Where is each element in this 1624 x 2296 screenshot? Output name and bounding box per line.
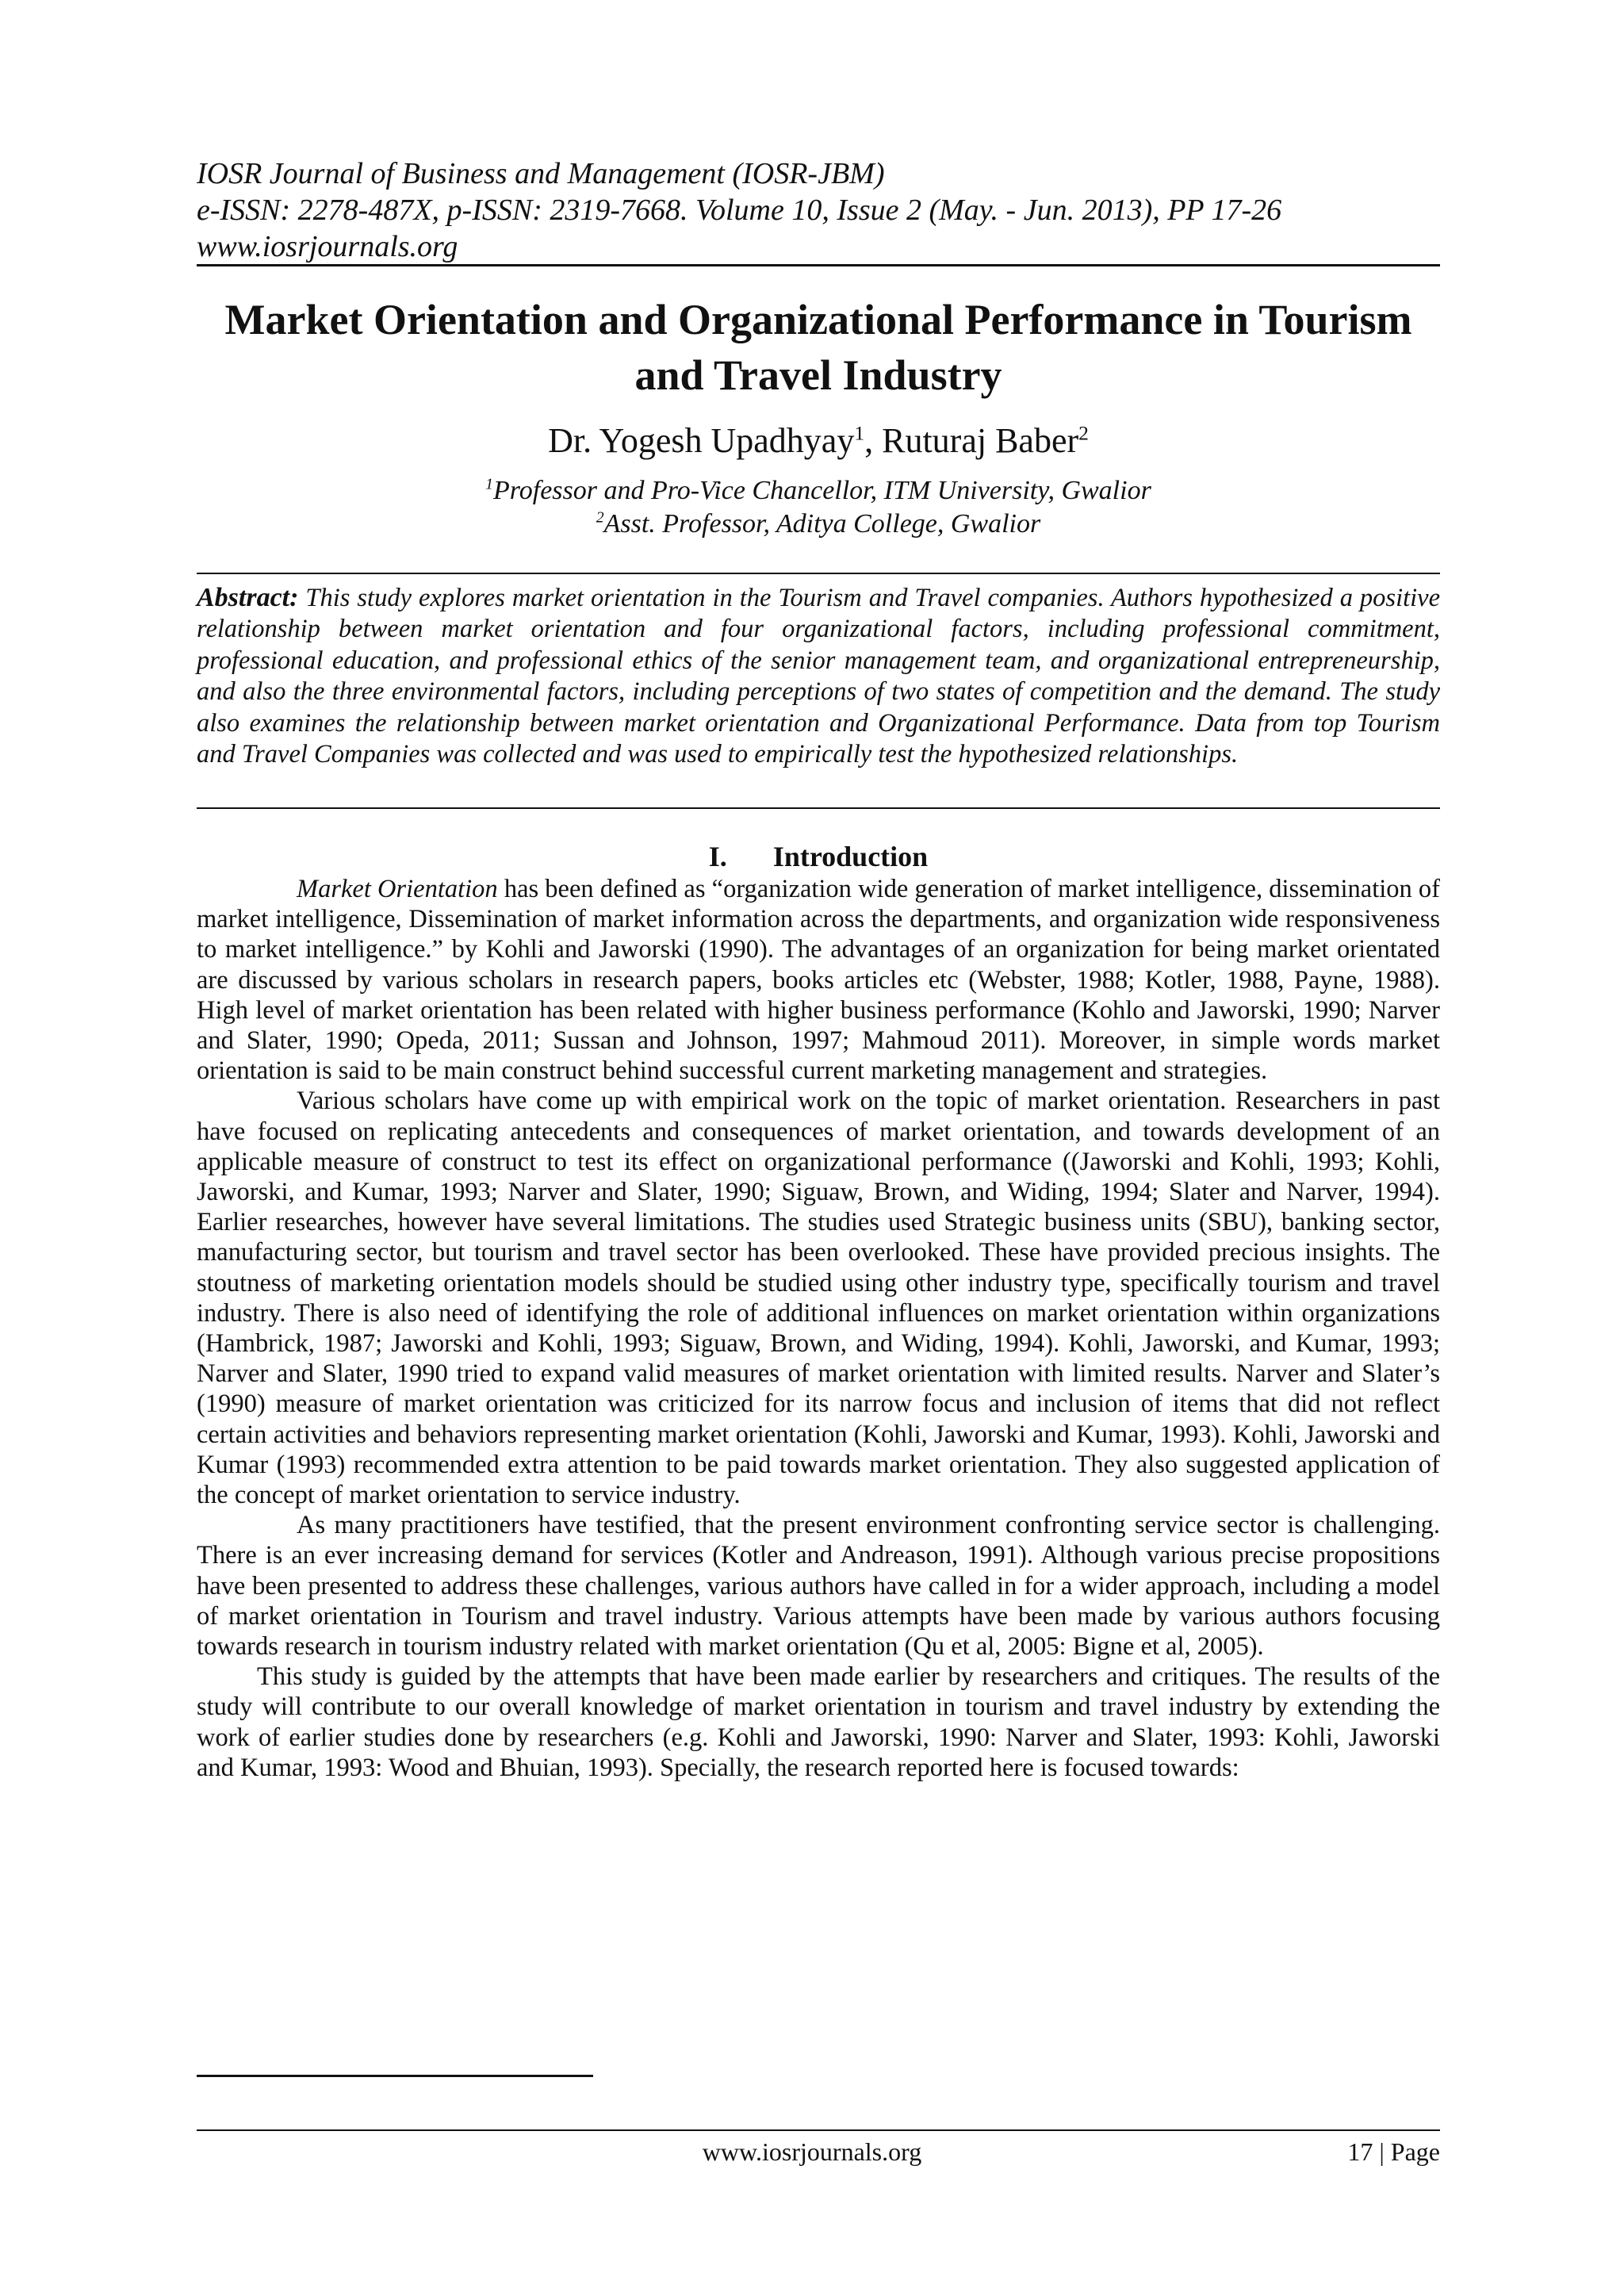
affiliation-mark: 2 <box>596 508 604 527</box>
page-label: Page <box>1390 2137 1440 2166</box>
author-name: Ruturaj Baber <box>882 421 1079 460</box>
footer-rule <box>197 2129 1440 2131</box>
author-mark: 2 <box>1078 421 1089 445</box>
journal-website: www.iosrjournals.org <box>197 230 458 263</box>
author-separator: , <box>864 421 883 460</box>
abstract-text: This study explores market orientation in the Tourism and Travel companies. Authors hypothesized a positive relationship between market orientation and four organizational factors, including professional commitment, professional education, and professional ethics of the senior management team, and organizational entrepreneurship, and also the three environmental factors, including perceptions of two states of competition and the demand. The study also examines the relationship between market orientation and Organizational Performance. Data from top Tourism and Travel Companies was collected and was used to empirically test the hypothesized relationships. <box>197 584 1441 769</box>
section-title: Introduction <box>772 841 929 872</box>
author-mark: 1 <box>854 421 865 445</box>
abstract <box>197 582 1440 770</box>
section-heading <box>197 839 1440 874</box>
paper-title: Market Orientation and Organizational Performance in Tourism and Travel Industry <box>224 296 1412 399</box>
issn-volume-line: e-ISSN: 2278-487X, p-ISSN: 2319-7668. Volume 10, Issue 2 (May. - Jun. 2013), PP 17-26 <box>197 194 1282 227</box>
abstract-rule-top <box>197 573 1440 574</box>
section-number: I. <box>708 841 727 872</box>
abstract-rule-bottom <box>197 807 1440 809</box>
paragraph-text: has been defined as “organization wide generation of market intelligence, dissemination of market intelligence, Dissemination of market information across the departments, and organization wide responsiveness to market intelligence.” by Kohli and Jaworski (1990). The advantages of an organization for being market orientated are discussed by various scholars in research papers, books articles etc (Webster, 1988; Kotler, 1988, Payne, 1988). High level of market orientation has been related with higher business performance (Kohlo and Jaworski, 1990; Narver and Slater, 1990; Opeda, 2011; Sussan and Johnson, 1997; Mahmoud 2011). Moreover, in simple words market orientation is said to be main construct behind successful current marketing management and strategies. <box>197 875 1440 1086</box>
header-rule <box>197 264 1440 266</box>
paragraph: Various scholars have come up with empirical work on the topic of market orientation. Researchers in past have focused on replicating antecedents and consequences of market orientation, and towards development of an applicable measure of construct to test its effect on organizational performance ((Jaworski and Kohli, 1993; Kohli, Jaworski, and Kumar, 1993; Narver and Slater, 1990; Siguaw, Brown, and Widing, 1994; Slater and Narver, 1994). Earlier researches, however have several limitations. The studies used Strategic business units (SBU), banking sector, manufacturing sector, but tourism and travel sector has been overlooked. These have provided precious insights. The stoutness of marketing orientation models should be studied using other industry type, specifically tourism and travel industry. There is also need of identifying the role of additional influences on market orientation within organizations (Hambrick, 1987; Jaworski and Kohli, 1993; Siguaw, Brown, and Widing, 1994). Kohli, Jaworski, and Kumar, 1993; Narver and Slater, 1990 tried to expand valid measures of market orientation with limited results. Narver and Slater’s (1990) measure of market orientation was criticized for its narrow focus and inclusion of items that did not reflect certain activities and behaviors representing market orientation (Kohli, Jaworski and Kumar, 1993). Kohli, Jaworski and Kumar (1993) recommended extra attention to be paid towards market orientation. They also suggested application of the concept of market orientation to service industry. <box>197 1087 1440 1510</box>
defined-term: Market Orientation <box>297 875 498 903</box>
author-name: Dr. Yogesh Upadhyay <box>548 421 855 460</box>
affiliation-mark: 1 <box>485 475 494 493</box>
journal-name: IOSR Journal of Business and Management (IOSR-JBM) <box>197 157 885 190</box>
paragraph <box>197 874 1440 1086</box>
paragraph: This study is guided by the attempts that have been made earlier by researchers and critiques. The results of the study will contribute to our overall knowledge of market orientation in tourism and travel industry by extending the work of earlier studies done by researchers (e.g. Kohli and Jaworski, 1990: Narver and Slater, 1993: Kohli, Jaworski and Kumar, 1993: Wood and Bhuian, 1993). Specially, the research reported here is focused towards: <box>197 1662 1440 1782</box>
page-number-value: 17 <box>1347 2137 1373 2166</box>
affiliation <box>197 474 1440 508</box>
footnote-rule <box>197 2075 593 2077</box>
abstract-label: Abstract: <box>197 583 299 612</box>
paragraph: As many practitioners have testified, that the present environment confronting service sector is challenging. There is an ever increasing demand for services (Kotler and Andreason, 1991). Although various precise propositions have been presented to address these challenges, various authors have called in for a wider approach, including a model of market orientation in Tourism and travel industry. Various attempts have been made by various authors focusing towards research in tourism industry related with market orientation (Qu et al, 2005: Bigne et al, 2005). <box>197 1511 1440 1662</box>
page-separator: | <box>1373 2137 1391 2166</box>
page-number <box>1347 2136 1440 2168</box>
affiliation-text: Asst. Professor, Aditya College, Gwalior <box>603 509 1041 539</box>
affiliation <box>197 508 1440 541</box>
body-text <box>197 874 1440 1783</box>
running-head <box>197 155 1440 265</box>
footer-website: www.iosrjournals.org <box>702 2137 922 2166</box>
affiliation-text: Professor and Pro-Vice Chancellor, ITM University, Gwalior <box>493 476 1151 505</box>
author-line <box>197 419 1440 463</box>
